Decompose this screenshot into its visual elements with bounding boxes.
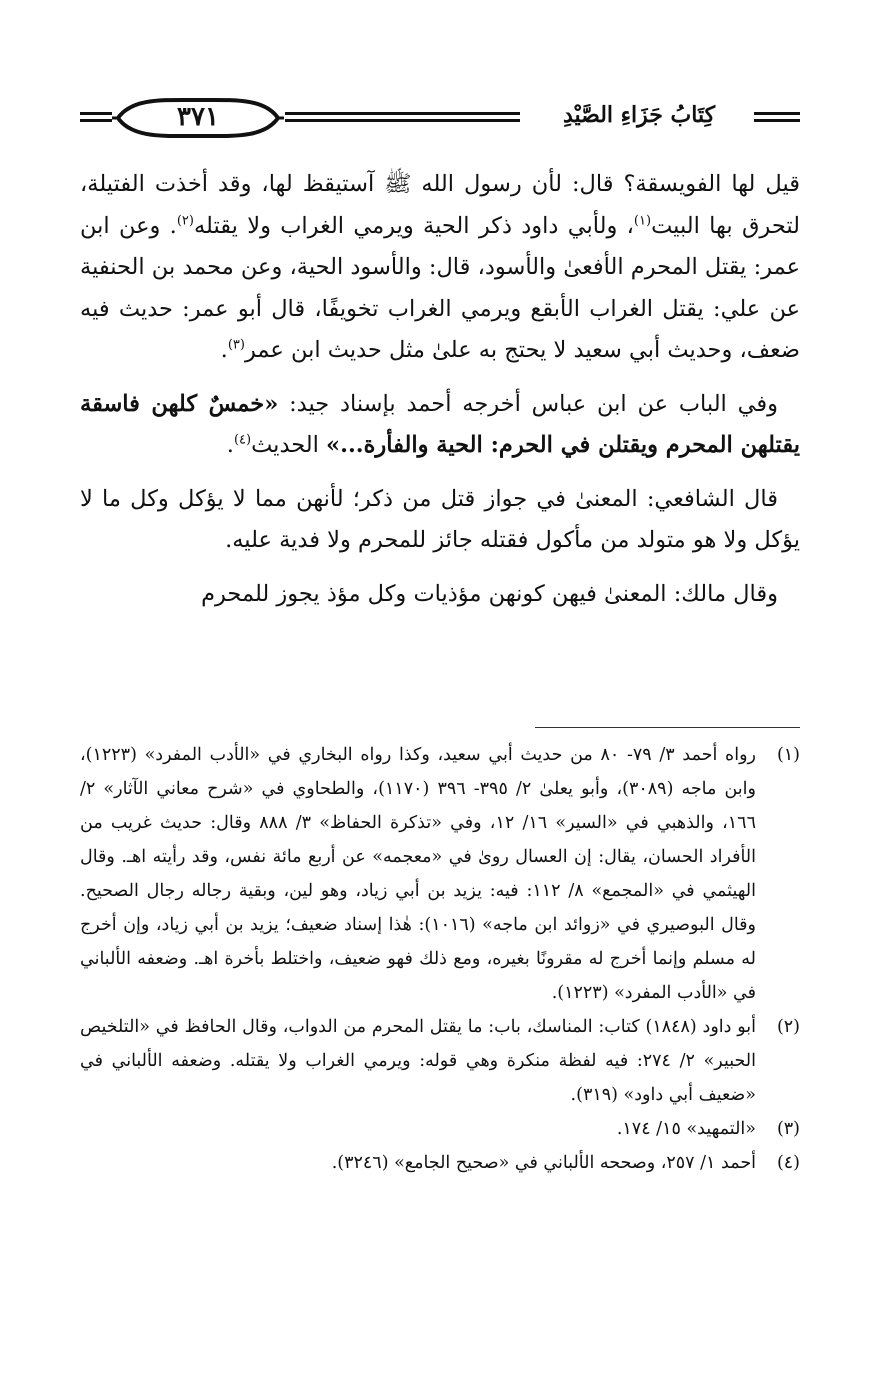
- footnote-number: (٢): [776, 1017, 800, 1037]
- text-run: قيل لها الفويسقة؟ قال: لأن رسول الله ﷺ آستيقظ لها، وقد أخذت الفتيلة، لتحرق بها البيت: [80, 171, 800, 239]
- text-run: . وعن ابن عمر: يقتل المحرم الأفعىٰ والأسود، قال: والأسود الحية، وعن محمد بن الحنفية عن علي: يقتل الغراب الأبقع ويرمي الغراب تخويفًا، قال أبو عمر: حديث فيه ضعف، وحديث أبي سعيد لا يحتج به علىٰ مثل حديث ابن عمر: [80, 212, 800, 363]
- text-run: وفي الباب عن ابن عباس أخرجه أحمد بإسناد جيد:: [278, 390, 779, 417]
- footnote-2: [80, 1010, 800, 1112]
- header-rule-middle: [285, 112, 520, 124]
- paragraph-4: وقال مالك: المعنىٰ فيهن كونهن مؤذيات وكل مؤذ يجوز للمحرم: [201, 580, 778, 607]
- header-rule-right: [754, 112, 800, 124]
- header-rule-left: [80, 112, 112, 124]
- text-run: .: [220, 337, 228, 363]
- page-header: [80, 92, 800, 148]
- footnote-text: رواه أحمد ٣/ ٧٩- ٨٠ من حديث أبي سعيد، وكذا رواه البخاري في «الأدب المفرد» (١٢٢٣)، وابن ماجه (٣٠٨٩)، وأبو يعلىٰ ٢/ ٣٩٥- ٣٩٦ (١١٧٠)، والطحاوي في «شرح معاني الآثار» ٢/ ١٦٦، والذهبي في «السير» ١٦/ ١٢، وفي «تذكرة الحفاظ» ٣/ ٨٨٨ وقال: حديث غريب من الأفراد الحسان، يقال: إن العسال روىٰ في «معجمه» عن أربع مائة نفس، وقد رأيته اهـ. وقال الهيثمي في «المجمع» ٨/ ١١٢: فيه: يزيد بن أبي زياد، وهو لين، وبقية رجاله رجال الصحيح. وقال البوصيري في «زوائد ابن ماجه» (١٠١٦): هٰذا إسناد ضعيف؛ يزيد بن أبي زياد، وإن أخرج له مسلم وإنما أخرج له مقرونًا بغيره، ومع ذلك فهو ضعيف، واختلط بأخرة اهـ. وضعفه الألباني في «الأدب المفرد» (١٢٢٣).: [80, 745, 756, 1003]
- running-title: كِتَابُ جَزَاءِ الصَّيْدِ: [562, 102, 716, 128]
- paragraph-1: [80, 164, 800, 372]
- footnote-number: (١): [776, 745, 800, 765]
- footnote-1: [80, 738, 800, 1010]
- page-number: ٣٧١: [177, 102, 219, 132]
- hadith-quote: «خمسٌ كلهن فاسقة يقتلهن المحرم ويقتلن في الحرم: الحية والفأرة...»: [80, 390, 800, 458]
- footnote-4: [80, 1146, 800, 1180]
- text-run: .: [226, 432, 234, 458]
- text-run: الحديث: [251, 432, 327, 458]
- paragraph-3: قال الشافعي: المعنىٰ في جواز قتل من ذكر؛ لأنهن مما لا يؤكل وكل ما لا يؤكل ولا هو متولد من مأكول فقتله جائز للمحرم ولا فدية عليه.: [80, 485, 800, 553]
- paragraph-2: [80, 384, 800, 467]
- text-run: ، ولأبي داود ذكر الحية ويرمي الغراب ولا يقتله: [193, 212, 634, 239]
- footnotes: [80, 738, 800, 1180]
- footnote-ref-3: (٣): [227, 337, 245, 353]
- footnote-ref-1: (١): [633, 213, 652, 228]
- footnote-text: أبو داود (١٨٤٨) كتاب: المناسك، باب: ما يقتل المحرم من الدواب، وقال الحافظ في «التلخيص الحبير» ٢/ ٢٧٤: فيه لفظة منكرة وهي قوله: ويرمي الغراب ولا يقتله. وضعفه الألباني في «ضعيف أبي داود» (٣١٩).: [80, 1017, 756, 1105]
- footnote-ref-2: (٢): [176, 213, 194, 228]
- footnote-number: (٤): [776, 1153, 800, 1173]
- footnote-separator: [535, 727, 800, 728]
- footnote-text: أحمد ١/ ٢٥٧، وصححه الألباني في «صحيح الجامع» (٣٢٤٦).: [331, 1153, 756, 1173]
- main-text: [80, 164, 800, 627]
- footnote-text: «التمهيد» ١٥/ ١٧٤.: [616, 1119, 756, 1139]
- footnote-ref-4: (٤): [233, 432, 252, 448]
- footnote-3: [80, 1112, 800, 1146]
- footnote-number: (٣): [776, 1119, 800, 1139]
- page-number-badge: [112, 96, 284, 140]
